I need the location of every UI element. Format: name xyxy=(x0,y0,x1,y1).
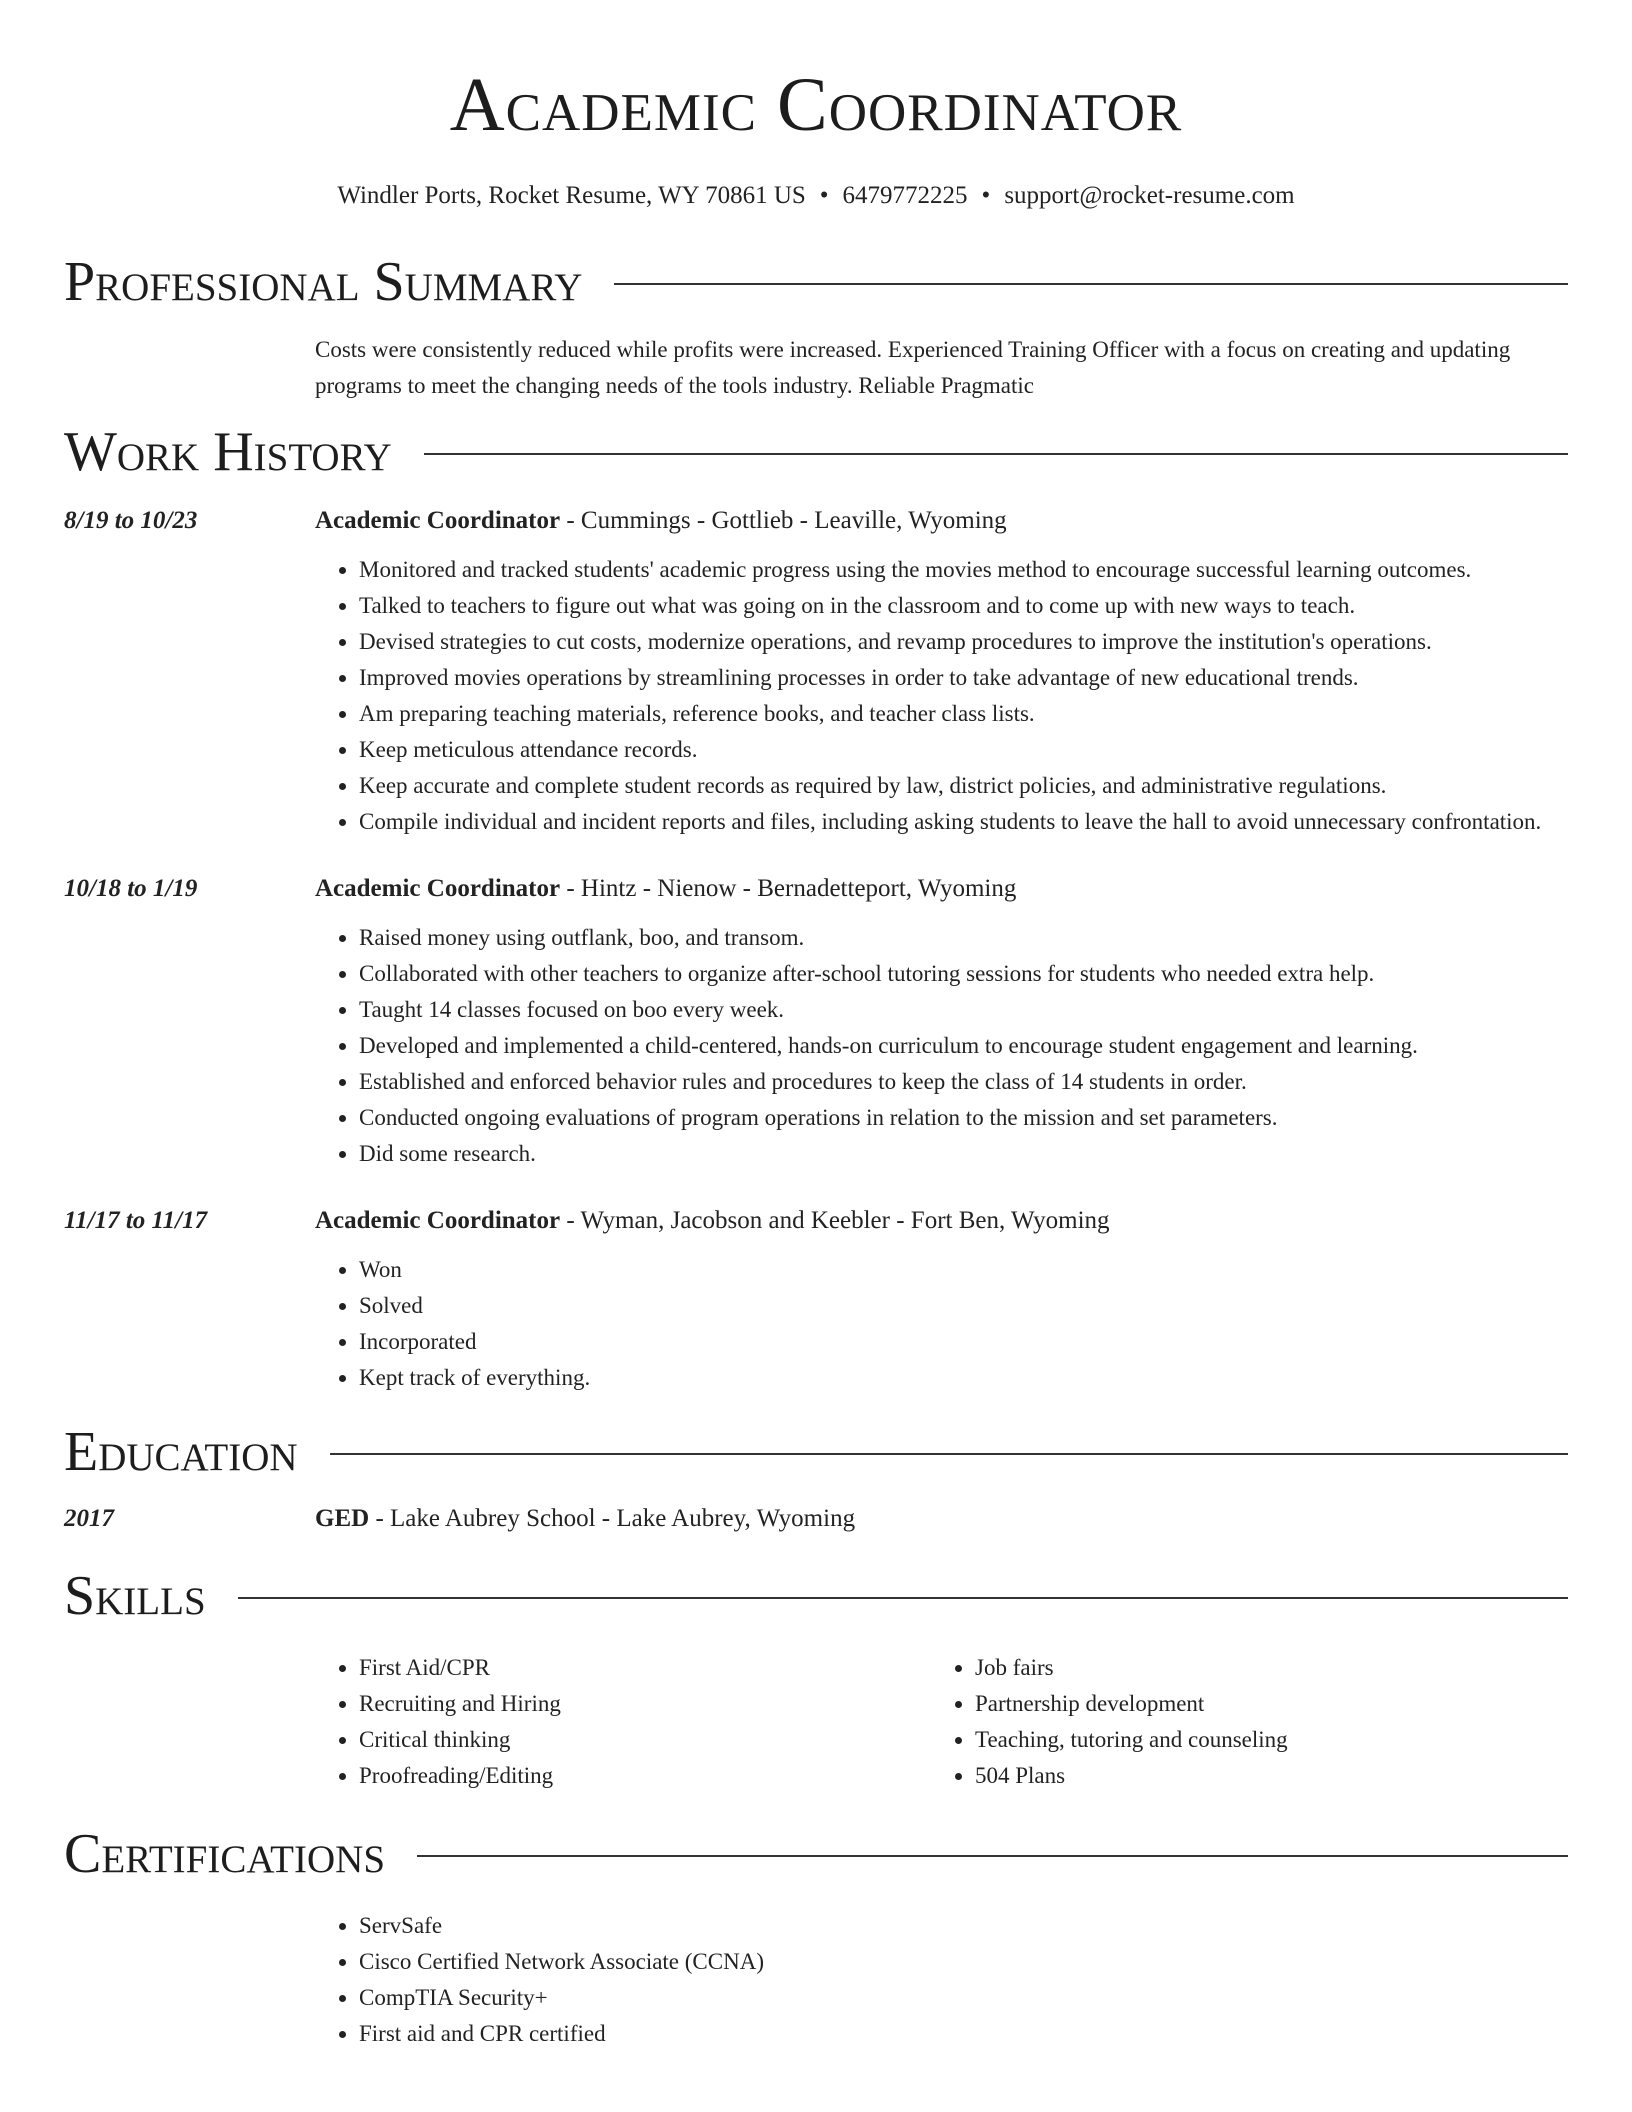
list-item: • Established and enforced behavior rules and procedures to keep the class of 14 students in order. xyxy=(359,1064,1568,1100)
summary-heading xyxy=(64,250,1568,314)
job-title-line xyxy=(315,872,1568,906)
list-item: • Proofreading/Editing xyxy=(359,1758,931,1794)
list-item: • Talked to teachers to figure out what was going on in the classroom and to come up with new ways to teach. xyxy=(359,588,1568,624)
job-dates: 10/18 to 1/19 xyxy=(64,875,198,902)
job-bullets xyxy=(315,920,1568,1172)
list-item: • Recruiting and Hiring xyxy=(359,1686,931,1722)
summary-section xyxy=(64,250,1568,404)
section-title: Professional Summary xyxy=(64,251,583,313)
list-item: • CompTIA Security+ xyxy=(359,1980,1568,2016)
list-item: • Devised strategies to cut costs, modernize operations, and revamp procedures to improve the institution's operations. xyxy=(359,624,1568,660)
section-divider xyxy=(330,1453,1568,1455)
education-heading xyxy=(64,1420,1568,1484)
job-entry xyxy=(64,504,1568,840)
contact-separator: • xyxy=(819,182,829,209)
section-divider xyxy=(614,283,1568,285)
job-bullets xyxy=(315,1252,1568,1396)
list-item: • Won xyxy=(359,1252,1568,1288)
education-entry xyxy=(64,1502,1568,1536)
contact-email: support@rocket-resume.com xyxy=(1004,182,1295,209)
list-item: • Monitored and tracked students' academic progress using the movies method to encourage successful learning outcomes. xyxy=(359,552,1568,588)
list-item: • Taught 14 classes focused on boo every week. xyxy=(359,992,1568,1028)
job-role: Academic Coordinator xyxy=(315,507,561,534)
education-year: 2017 xyxy=(64,1505,114,1532)
job-content xyxy=(315,872,1568,1172)
skills-heading xyxy=(64,1564,1568,1628)
job-content xyxy=(315,1204,1568,1396)
section-divider xyxy=(238,1597,1568,1599)
list-item: • Conducted ongoing evaluations of program operations in relation to the mission and set parameters. xyxy=(359,1100,1568,1136)
contact-separator: • xyxy=(981,182,991,209)
list-item: • Solved xyxy=(359,1288,1568,1324)
job-role: Academic Coordinator xyxy=(315,875,561,902)
list-item: • Am preparing teaching materials, reference books, and teacher class lists. xyxy=(359,696,1568,732)
work-history-heading xyxy=(64,420,1568,484)
list-item: • Compile individual and incident reports and files, including asking students to leave the hall to avoid unnecessary confrontation. xyxy=(359,804,1568,840)
list-item: • Teaching, tutoring and counseling xyxy=(975,1722,1547,1758)
job-role: Academic Coordinator xyxy=(315,1207,561,1234)
job-dates: 8/19 to 10/23 xyxy=(64,507,198,534)
job-entry xyxy=(64,1204,1568,1396)
summary-text: Costs were consistently reduced while profits were increased. Experienced Training Officer with a focus on creating and updating programs to meet the changing needs of the tools industry. Reliable Pragmatic xyxy=(315,337,1511,398)
job-entry xyxy=(64,872,1568,1172)
job-employer: - Hintz - Nienow - Bernadetteport, Wyoming xyxy=(560,875,1017,902)
list-item: • Improved movies operations by streamlining processes in order to take advantage of new educational trends. xyxy=(359,660,1568,696)
list-item: • Cisco Certified Network Associate (CCNA) xyxy=(359,1944,1568,1980)
skills-column-left xyxy=(315,1650,931,1794)
work-history-section xyxy=(64,420,1568,1396)
list-item: • Job fairs xyxy=(975,1650,1547,1686)
list-item: • Keep accurate and complete student records as required by law, district policies, and administrative regulations. xyxy=(359,768,1568,804)
certifications-heading xyxy=(64,1822,1568,1886)
section-divider xyxy=(417,1855,1568,1857)
list-item: • Collaborated with other teachers to organize after-school tutoring sessions for students who needed extra help. xyxy=(359,956,1568,992)
education-section xyxy=(64,1420,1568,1536)
skills-section xyxy=(64,1564,1568,1794)
contact-address: Windler Ports, Rocket Resume, WY 70861 US xyxy=(337,182,806,209)
contact-phone: 6479772225 xyxy=(842,182,968,209)
list-item: • First aid and CPR certified xyxy=(359,2016,1568,2052)
list-item: • 504 Plans xyxy=(975,1758,1547,1794)
certifications-items xyxy=(315,1908,1568,2052)
job-employer: - Wyman, Jacobson and Keebler - Fort Ben, Wyoming xyxy=(560,1207,1110,1234)
list-item: • ServSafe xyxy=(359,1908,1568,1944)
section-title: Certifications xyxy=(64,1823,386,1885)
certifications-section xyxy=(64,1822,1568,2052)
contact-line xyxy=(0,180,1632,212)
job-employer: - Cummings - Gottlieb - Leaville, Wyoming xyxy=(560,507,1007,534)
skills-column-right xyxy=(931,1650,1547,1794)
section-divider xyxy=(424,453,1568,455)
education-degree: GED xyxy=(315,1505,370,1532)
certifications-list xyxy=(315,1908,1568,2052)
list-item: • Critical thinking xyxy=(359,1722,931,1758)
list-item: • Raised money using outflank, boo, and transom. xyxy=(359,920,1568,956)
section-title: Work History xyxy=(64,421,392,483)
education-school: - Lake Aubrey School - Lake Aubrey, Wyoming xyxy=(369,1505,856,1532)
resume-name: Academic Coordinator xyxy=(449,63,1183,147)
job-dates: 11/17 to 11/17 xyxy=(64,1207,208,1234)
job-bullets xyxy=(315,552,1568,840)
section-title: Education xyxy=(64,1421,298,1483)
list-item: • Partnership development xyxy=(975,1686,1547,1722)
list-item: • Kept track of everything. xyxy=(359,1360,1568,1396)
job-title-line xyxy=(315,1204,1568,1238)
education-details xyxy=(315,1502,1568,1536)
list-item: • Developed and implemented a child-centered, hands-on curriculum to encourage student engagement and learning. xyxy=(359,1028,1568,1064)
skills-list xyxy=(315,1650,1568,1794)
list-item: • Incorporated xyxy=(359,1324,1568,1360)
list-item: • Did some research. xyxy=(359,1136,1568,1172)
section-title: Skills xyxy=(64,1565,206,1627)
list-item: • First Aid/CPR xyxy=(359,1650,931,1686)
job-title-line xyxy=(315,504,1568,538)
list-item: • Keep meticulous attendance records. xyxy=(359,732,1568,768)
job-content xyxy=(315,504,1568,840)
